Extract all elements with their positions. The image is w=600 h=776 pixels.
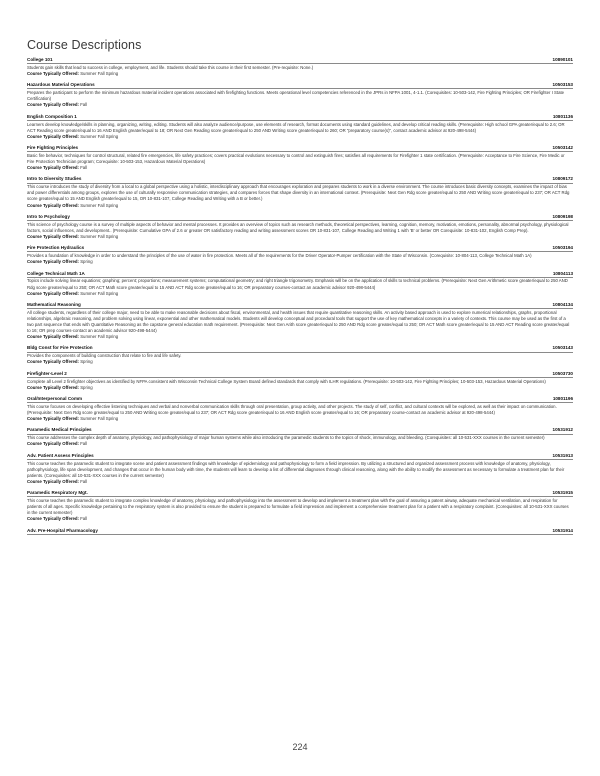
course-entry: [27, 114, 573, 140]
course-offered-line: [27, 134, 573, 140]
offered-terms: Fall: [80, 102, 88, 108]
offered-label: Course Typically Offered:: [27, 441, 79, 447]
course-description: This science of psychology course is a survey of multiple aspects of behavior and mental processes. It provides an overview of topics such as research methods, theoretical perspectives, learning, cognition, memory, motivation, emotions, personality, abnormal psychology, physiological factors, social influences, and development.. (Prerequisite: Cumulative GPA of 2.6 or greater OR satisfactory reading and writing assessment scores OR 10-831-107, College Reading and Writing 1 with 'B' or better OR Corequisite: 10-831-102, English Comp Prep).: [27, 221, 569, 233]
offered-terms: Spring: [80, 359, 93, 365]
course-code: 10809172: [552, 176, 573, 182]
course-offered-line: [27, 71, 573, 77]
offered-label: Course Typically Offered:: [27, 384, 79, 390]
course-header: [27, 528, 573, 535]
course-header: [27, 245, 573, 252]
offered-terms: Spring: [80, 384, 93, 390]
offered-label: Course Typically Offered:: [27, 165, 79, 171]
course-offered-line: [27, 441, 573, 447]
course-description: Basic fire behavior, techniques for control structural, related fire emergencies, life safety practices; covers practical evolutions necessary to control and extinguish fires; satisfies all requirements for Firefighter 1 state certification. (Prerequisite: Acceptance to Fire Science, Fire Medic or Fire Protection Technician program; Corequisite: 10-503-153, Hazardous Material Operations): [27, 152, 565, 165]
course-offered-line: [27, 259, 573, 265]
course-code: 10804113: [552, 270, 573, 276]
course-code: 10503142: [552, 145, 573, 151]
offered-label: Course Typically Offered:: [27, 233, 79, 239]
course-description: This course focuses on developing effective listening techniques and verbal and nonverbal communication skills through oral presentation, group activity, and other projects. The study of self, conflict, and cultural contexts will be explored, as well as their impact on communication. (Prerequisite: Next Gen Rdg score greater/equal to 250 AND Writing score greater/equal to 237; OR ACT Rdg score greater/equal to 16 AND English score greater/equal to 16; OR preparatory course-contact an academic advisor at 920-498-5444): [27, 403, 557, 416]
course-entry: [27, 490, 573, 522]
course-title: Adv. Pre-Hospital Pharmacology: [27, 527, 98, 533]
offered-label: Course Typically Offered:: [27, 334, 79, 340]
course-code: 10804134: [552, 301, 573, 307]
course-description: Topics include solving linear equations; graphing; percent; proportions; measurement systems; computational geometry; and right triangle trigonometry. Emphasis will be on the application of skills to technical problems. (Prerequisite: Next Gen Arithmetic score greater/equal to 250 AND Rdg score greater/equal to 250; OR ACT Math score greater/equal to 15 AND ACT Rdg score greater/equal to 16; OR preparatory courses-contact an academic advisor 920-498-5444): [27, 278, 568, 290]
course-header: [27, 82, 573, 89]
course-entry: [27, 302, 573, 340]
offered-label: Course Typically Offered:: [27, 102, 79, 108]
course-title: Oral/Interpersonal Comm: [27, 396, 83, 402]
course-title: Bldg Const for Fire Protection: [27, 345, 93, 351]
offered-terms: Summer Fall Spring: [80, 233, 119, 239]
course-entry: [27, 57, 573, 77]
course-code: 10531912: [552, 427, 573, 433]
course-header: [27, 271, 573, 278]
course-code: 10801136: [552, 113, 573, 119]
course-title: Intro to Diversity Studies: [27, 176, 82, 182]
course-code: 10503153: [552, 82, 573, 88]
course-code: 10890101: [552, 57, 573, 62]
course-title: Hazardous Material Operations: [27, 82, 95, 88]
course-offered-line: [27, 385, 573, 391]
course-title: Fire Fighting Principles: [27, 145, 79, 151]
course-title: Firefighter-Level 2: [27, 370, 67, 376]
course-entry: [27, 82, 573, 108]
course-description: This course teaches the paramedic student to integrate scene and patient assessment findings with knowledge of epidemiology and pathophysiology to form a field impression. By utilizing a structured and organized assessment process with knowledge of anatomy, physiology, pathophysiology, life span development, and changes that occur in the human body with time, the students will learn to develop a list of differential diagnoses through clinical reasoning, along with the ability to modify the assessment as necessary to formulate a treatment plan for their patients. (Corequisites: all 10-531-XXX courses in the current semester): [27, 460, 565, 478]
course-list: [27, 57, 573, 540]
course-code: 10801196: [552, 396, 573, 402]
course-title: Mathematical Reasoning: [27, 301, 81, 307]
course-description: Learners develop knowledge/skills in planning, organizing, writing, editing. Students will also analyze audience/purpose, use elements of research, format documents using standard guidelines, and develop critical reading skills. (Prerequisite: High school GPA greater/equal to 2.6; OR ACT Reading score greater/equal to 16 AND English greater/equal to 18; OR Next Gen Reading score greater/equal to 250 AND Writing score greater/equal to 260; OR "preparatory course(s)", contact academic advisor at 920-498-5444): [27, 121, 565, 133]
course-entry: [27, 271, 573, 297]
offered-label: Course Typically Offered:: [27, 259, 79, 265]
course-code: 10531915: [552, 490, 573, 496]
course-code: 10809198: [552, 213, 573, 219]
course-header: [27, 371, 573, 378]
course-offered-line: [27, 334, 573, 340]
course-description: This course addresses the complex depth of anatomy, physiology, and pathophysiology of major human systems while also introducing the paramedic students to the topics of shock, immunology, and bleeding. (Corequisites: all 10-531-XXX courses in the current semester): [27, 435, 545, 441]
course-header: [27, 396, 573, 403]
course-title: College 101: [27, 57, 53, 62]
page-number: 224: [292, 742, 308, 752]
offered-terms: Summer Fall Spring: [80, 202, 119, 208]
offered-label: Course Typically Offered:: [27, 478, 79, 484]
offered-label: Course Typically Offered:: [27, 359, 79, 365]
course-header: [27, 490, 573, 497]
course-title: Adv. Patient Assess Principles: [27, 452, 94, 458]
course-description: This course introduces the study of diversity from a local to a global perspective using a holistic, interdisciplinary approach that encourages exploration and prepares students to work in a diverse environment. The course introduces basic diversity concepts, examines the impact of bias and power differentials among groups, explores the use of culturally responsive communication strategies, and compares forces that shape diversity in an international context. (Prerequisite: Next Gen Rdg score greater/equal to 250 AND Writing score greater/equal to 237; OR ACT Rdg score greater/equal to 15 AND English greater/equal to 15, OR 10-831-107, College Reading and Writing with a B or better.): [27, 184, 570, 202]
offered-terms: Fall: [80, 478, 88, 484]
offered-label: Course Typically Offered:: [27, 202, 79, 208]
offered-label: Course Typically Offered:: [27, 516, 79, 522]
offered-terms: Fall: [80, 441, 88, 447]
course-description: This course teaches the paramedic student to integrate complex knowledge of anatomy, physiology, and pathophysiology into the assessment to develop and implement a treatment plan with the goal of assuring a patent airway, adequate mechanical ventilation, and respiration for patients of all ages. Specific knowledge pertaining to the respiratory system is also provided to ensure the student is prepared to formulate a field impression and implement a comprehensive treatment plan for a patient with a respiratory complaint. (Corequisites: all 10-531-XXX courses in the current semester): [27, 498, 569, 516]
offered-terms: Summer Fall Spring: [80, 334, 119, 340]
course-title: Paramedic Medical Principles: [27, 427, 92, 433]
offered-label: Course Typically Offered:: [27, 133, 79, 139]
offered-terms: Summer Fall Spring: [80, 133, 119, 139]
offered-label: Course Typically Offered:: [27, 290, 79, 296]
course-code: 10531914: [552, 527, 573, 533]
page-title: Course Descriptions: [27, 38, 142, 52]
course-entry: [27, 371, 573, 391]
course-code: 10503143: [552, 345, 573, 351]
course-entry: [27, 396, 573, 422]
course-offered-line: [27, 234, 573, 240]
course-title: Paramedic Respiratory Mgt.: [27, 490, 88, 496]
course-description: Provides a foundation of knowledge in order to understand the principles of the use of water in fire protection. Meets all of the requirements for the Driver Operator-Pumper certification with the State of Wisconsin. (Corequisite: 10-804-113, College Technical Math 1A): [27, 253, 532, 259]
course-title: College Technical Math 1A: [27, 270, 85, 276]
offered-terms: Summer Fall Spring: [80, 290, 119, 296]
offered-terms: Spring: [80, 259, 93, 265]
course-header: [27, 145, 573, 152]
course-offered-line: [27, 479, 573, 485]
course-entry: [27, 453, 573, 485]
course-entry: [27, 528, 573, 535]
offered-terms: Summer Fall Spring: [80, 416, 119, 422]
course-code: 10503730: [552, 370, 573, 376]
course-header: [27, 114, 573, 121]
course-code: 10531913: [552, 452, 573, 458]
course-description: Provides the components of building construction that relate to fire and life safety.: [27, 353, 182, 359]
course-header: [27, 214, 573, 221]
course-entry: [27, 427, 573, 447]
course-offered-line: [27, 291, 573, 297]
offered-label: Course Typically Offered:: [27, 416, 79, 422]
course-title: Fire Protection Hydraulics: [27, 245, 85, 251]
course-code: 10503194: [552, 245, 573, 251]
course-offered-line: [27, 203, 573, 209]
course-header: [27, 176, 573, 183]
course-entry: [27, 345, 573, 365]
course-offered-line: [27, 359, 573, 365]
course-title: Intro to Psychology: [27, 213, 70, 219]
course-offered-line: [27, 416, 573, 422]
course-entry: [27, 176, 573, 208]
course-title: English Composition 1: [27, 113, 77, 119]
course-description: Complete all Level 2 firefighter objectives as identified by NFPA consistent with Wisconsin Technical College System Board defined standards that comply with ILHR regulations. (Prerequisite: 10-503-142, Fire Fighting Principles; 10-503-153, Hazardous Material Operations): [27, 378, 546, 384]
offered-terms: Fall: [80, 165, 88, 171]
course-header: [27, 427, 573, 434]
course-description: Students gain skills that lead to success in college, employment, and life. Students should take this course in their first semester. (Pre-requisite: None.): [27, 64, 314, 70]
offered-terms: Summer Fall Spring: [80, 70, 119, 76]
course-header: [27, 453, 573, 460]
course-offered-line: [27, 165, 573, 171]
course-offered-line: [27, 102, 573, 108]
course-entry: [27, 245, 573, 265]
course-header: [27, 302, 573, 309]
offered-label: Course Typically Offered:: [27, 70, 79, 76]
course-entry: [27, 145, 573, 171]
course-description: All college students, regardless of their college major, need to be able to make reasonable decisions about fiscal, environmental, and health issues that require quantitative reasoning skills. An activity based approach is used to explore numerical relationships, graphs, proportional relationships, algebraic reasoning, and problem solving using linear, exponential and other mathematical models. Students will develop conceptual and procedural tools that support the use of key mathematical concepts in a variety of contexts. This course may be used as the first of a two part sequence that ends with Quantitative Reasoning as the capstone general education math requirement. (Prerequisite: Next Gen Arith score greater/equal to 250 AND Rdg score greater/equal to 250; OR ACT Math score greater/equal to 15 AND ACT Reading score greater/equal to 16; OR prep courses-contact an academic advisor 920-498-5444): [27, 309, 570, 334]
offered-terms: Fall: [80, 516, 88, 522]
course-entry: [27, 214, 573, 240]
course-description: Prepares the participant to perform the minimum hazardous material incident operations associated with firefighting functions. Meets operational level competencies referenced in the JPRs in NFPA 1001, 4-1.1. (Corequisites: 10-503-142, Fire Fighting Principles; OR Firefighter I State Certification): [27, 90, 565, 102]
course-header: [27, 345, 573, 352]
course-header: [27, 57, 573, 64]
course-offered-line: [27, 516, 573, 522]
